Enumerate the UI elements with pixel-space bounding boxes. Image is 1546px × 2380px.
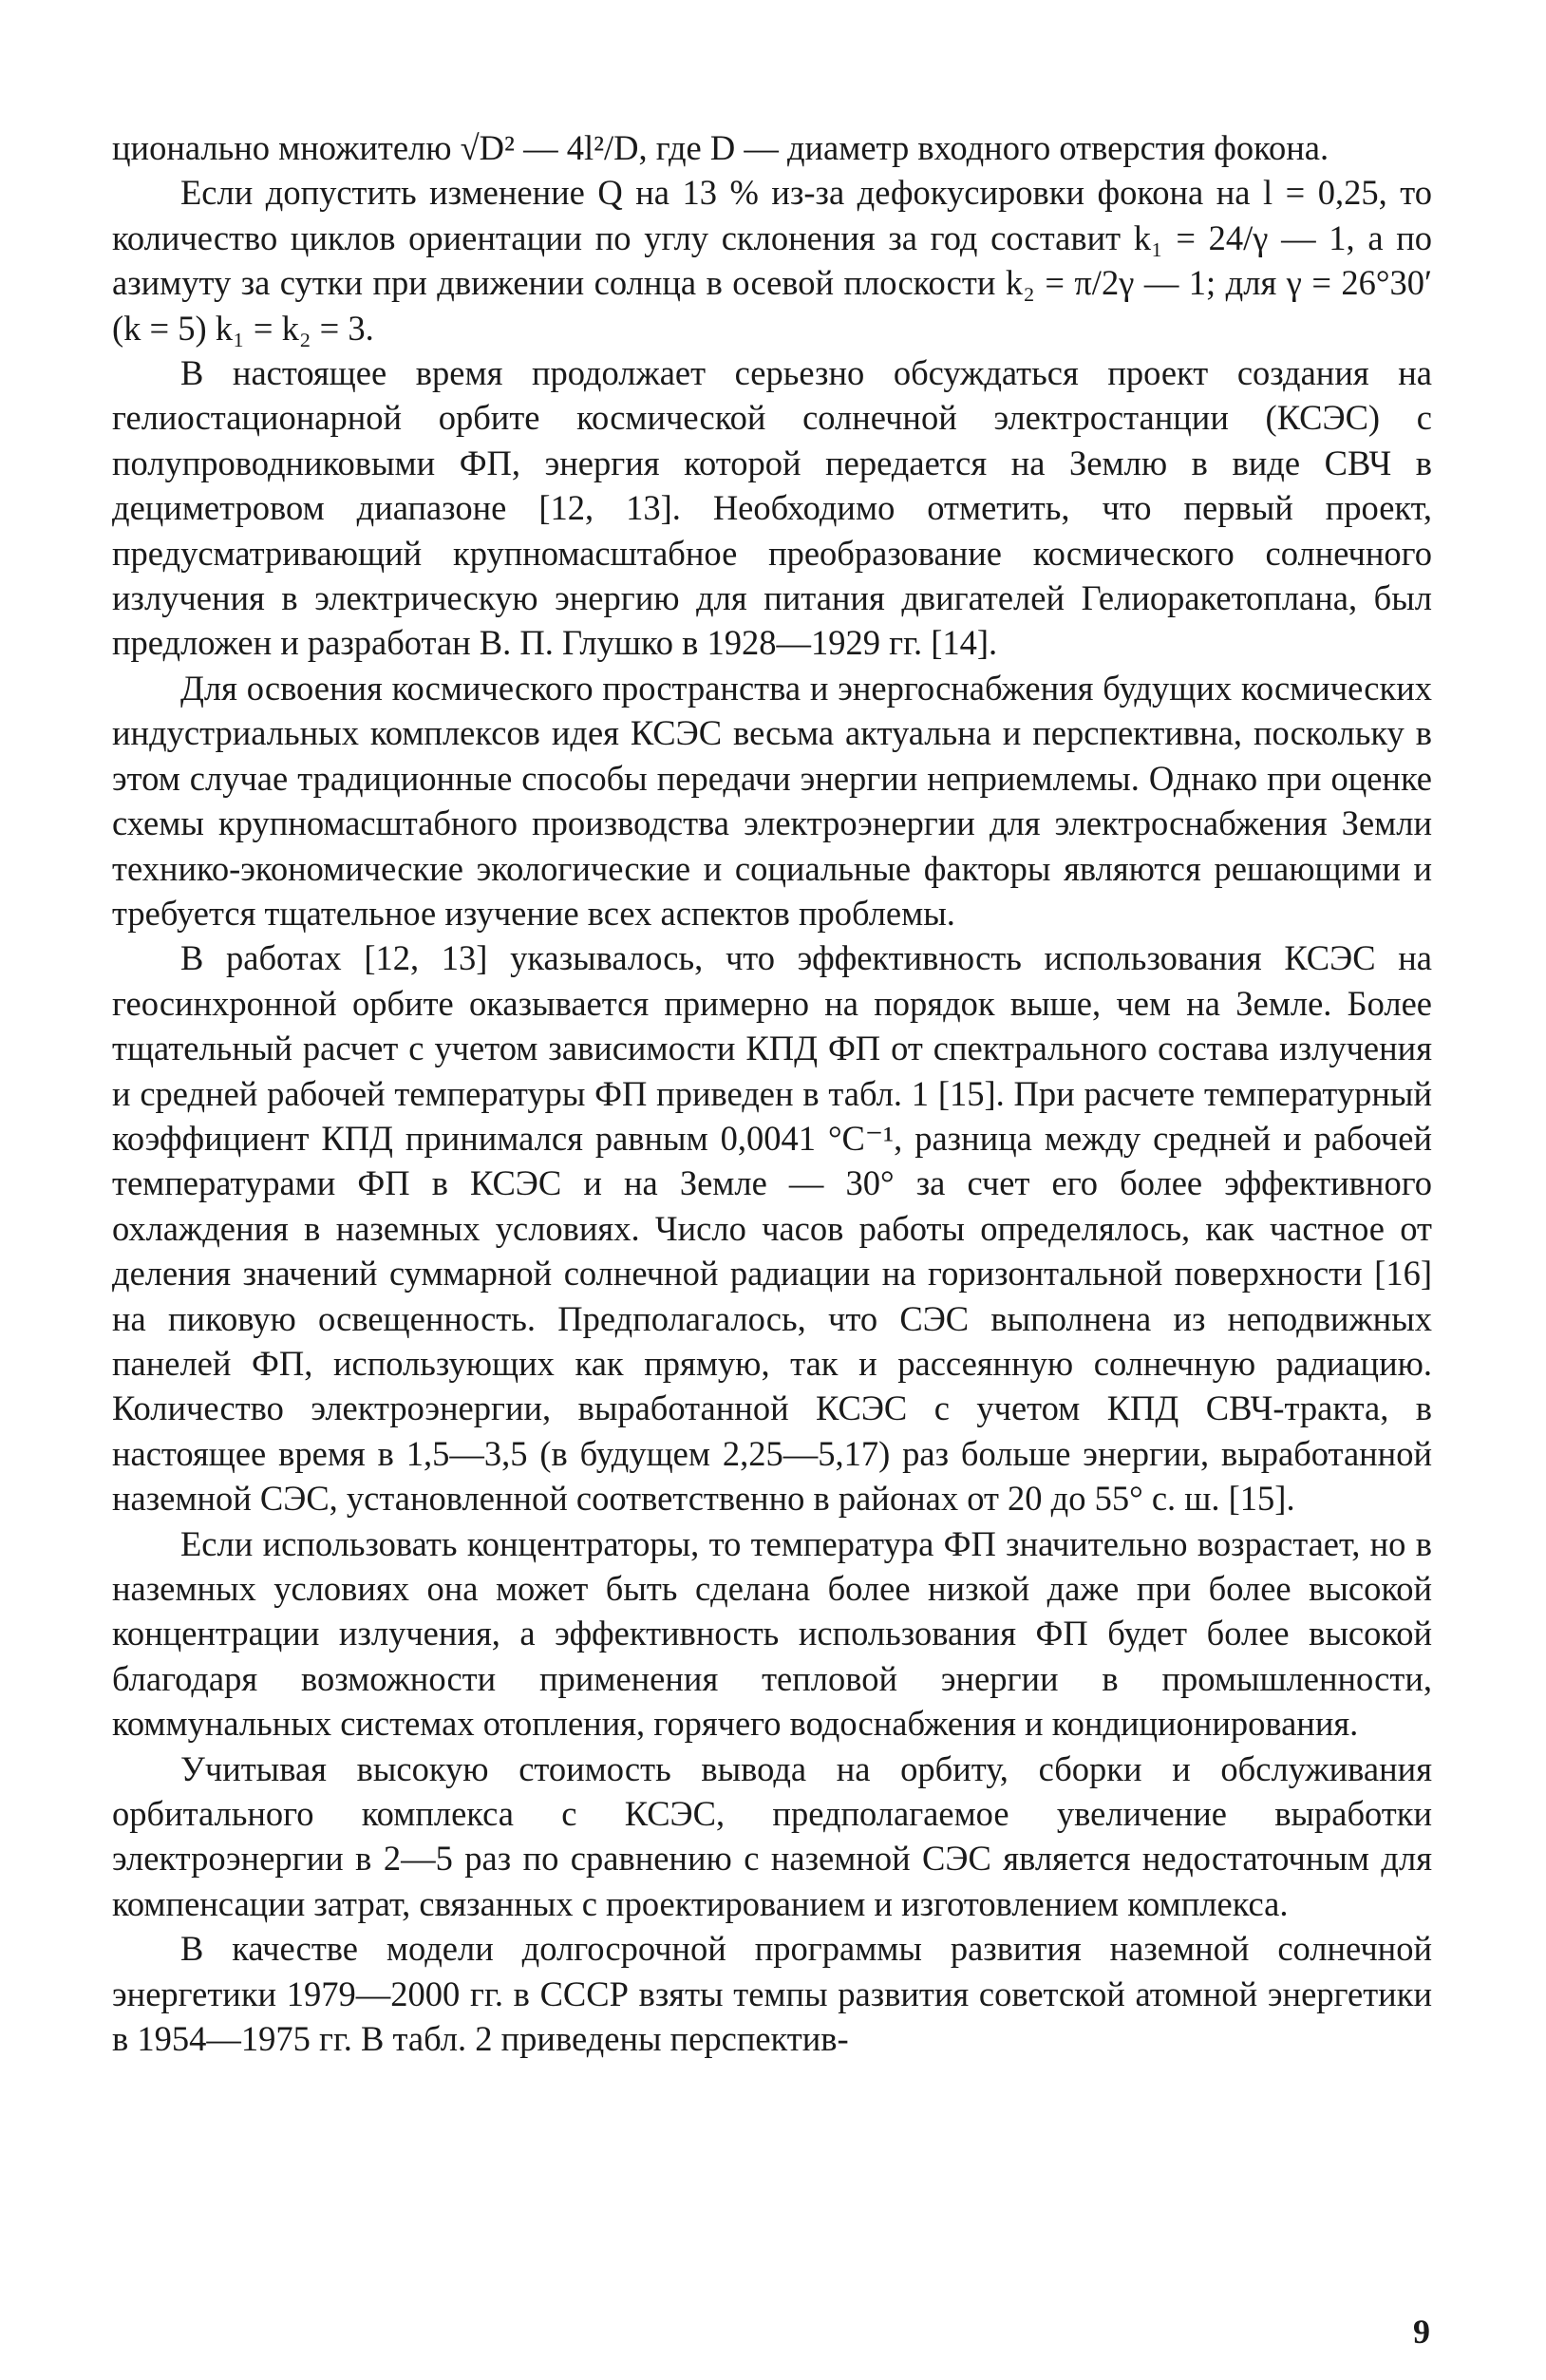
- paragraph-5: В работах [12, 13] указывалось, что эффективность использования КСЭС на геосинхронной орбите оказывается примерно на порядок выше, чем на Земле. Более тщательный расчет с учетом зависимости КПД ФП от спектрального состава излучения и средней рабочей температуры ФП приведен в табл. 1 [15]. При расчете температурный коэффициент КПД принимался равным 0,0041 °C⁻¹, разница между средней и рабочей температурами ФП в КСЭС и на Земле — 30° за счет его более эффективного охлаждения в наземных условиях. Число часов работы определялось, как частное от деления значений суммарной солнечной радиации на горизонтальной поверхности [16] на пиковую освещенность. Предполагалось, что СЭС выполнена из неподвижных панелей ФП, использующих как прямую, так и рассеянную солнечную радиацию. Количество электроэнергии, выработанной КСЭС с учетом КПД СВЧ-тракта, в настоящее время в 1,5—3,5 (в будущем 2,25—5,17) раз больше энергии, выработанной наземной СЭС, установленной соответственно в районах от 20 до 55° с. ш. [15].: [112, 938, 1432, 1519]
- paragraph-3: В настоящее время продолжает серьезно обсуждаться проект создания на гелиостационарной орбите космической солнечной электростанции (КСЭС) с полупроводниковыми ФП, энергия которой передается на Землю в виде СВЧ в дециметровом диапазоне [12, 13]. Необходимо отметить, что первый проект, предусматривающий крупномасштабное преобразование космического солнечного излучения в электрическую энергию для питания двигателей Гелиоракетоплана, был предложен и разработан В. П. Глушко в 1928—1929 гг. [14].: [112, 353, 1432, 663]
- paragraph-6: Если использовать концентраторы, то температура ФП значительно возрастает, но в наземных условиях она может быть сделана более низкой даже при более высокой концентрации излучения, а эффективность использования ФП будет более высокой благодаря возможности применения тепловой энергии в промышленности, коммунальных системах отопления, горячего водоснабжения и кондиционирования.: [112, 1523, 1432, 1744]
- page-number: 9: [1413, 2313, 1430, 2351]
- paragraph-8: В качестве модели долгосрочной программы развития наземной солнечной энергетики 1979—2000 гг. в СССР взяты темпы развития советской атомной энергетики в 1954—1975 гг. В табл. 2 приведены перспектив-: [112, 1929, 1432, 2059]
- paragraph-7: Учитывая высокую стоимость вывода на орбиту, сборки и обслуживания орбитального комплекса с КСЭС, предполагаемое увеличение выработки электроэнергии в 2—5 раз по сравнению с наземной СЭС является недостаточным для компенсации затрат, связанных с проектированием и изготовлением комплекса.: [112, 1748, 1432, 1923]
- paragraph-2: Если допустить изменение Q на 13 % из-за дефокусировки фокона на l = 0,25, то количество циклов ориентации по углу склонения за год составит k₁ = 24/γ — 1, а по азимуту за сутки при движении солнца в осевой плоскости k₂ = π/2γ — 1; для γ = 26°30′ (k = 5) k₁ = k₂ = 3.: [112, 173, 1432, 348]
- body-text: [112, 125, 1432, 2061]
- paragraph-1: ционально множителю √D² — 4l²/D, где D — диаметр входного отверстия фокона.: [112, 128, 1329, 167]
- paragraph-4: Для освоения космического пространства и энергоснабжения будущих космических индустриальных комплексов идея КСЭС весьма актуальна и перспективна, поскольку в этом случае традиционные способы передачи энергии неприемлемы. Однако при оценке схемы крупномасштабного производства электроэнергии для электроснабжения Земли технико-экономические экологические и социальные факторы являются решающими и требуется тщательное изучение всех аспектов проблемы.: [112, 668, 1432, 933]
